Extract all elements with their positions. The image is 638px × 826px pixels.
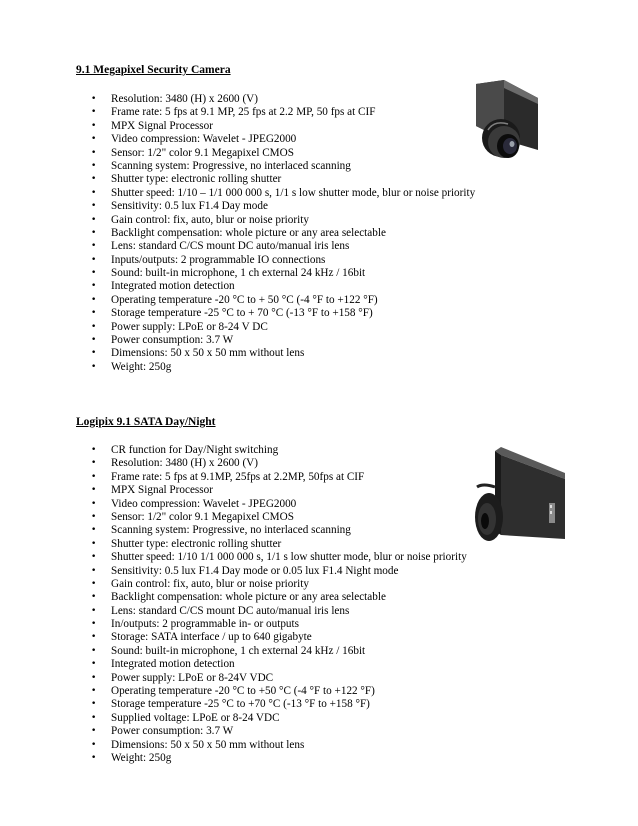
spec-item bbox=[0, 267, 475, 280]
spec-item bbox=[0, 471, 422, 484]
spec-item-text: Inputs/outputs: 2 programmable IO connections bbox=[111, 253, 326, 266]
spec-item bbox=[0, 484, 422, 497]
spec-item bbox=[0, 254, 475, 267]
spec-item-text: Resolution: 3480 (H) x 2600 (V) bbox=[111, 457, 258, 470]
spec-item-clip bbox=[111, 631, 422, 645]
spec-item-text: Shutter type: electronic rolling shutter bbox=[111, 537, 282, 550]
spec-item-text: Storage temperature -25 °C to +70 °C (-13 °F to +158 °F) bbox=[111, 698, 370, 711]
spec-item-clip bbox=[111, 618, 422, 632]
spec-item-clip bbox=[111, 471, 422, 485]
spec-item bbox=[0, 752, 422, 765]
spec-item bbox=[0, 618, 422, 631]
spec-item-text: Gain control: fix, auto, blur or noise priority bbox=[111, 213, 309, 226]
spec-item bbox=[0, 578, 422, 591]
spec-item-clip bbox=[111, 685, 422, 699]
spec-item-text: Integrated motion detection bbox=[111, 280, 235, 293]
spec-item-clip bbox=[111, 484, 422, 498]
spec-item-text: CR function for Day/Night switching bbox=[111, 444, 279, 456]
spec-item bbox=[0, 739, 422, 752]
spec-item-text: Power consumption: 3.7 W bbox=[111, 725, 234, 738]
spec-item bbox=[0, 712, 422, 725]
spec-item-text: Power supply: LPoE or 8-24V VDC bbox=[111, 671, 274, 684]
spec-item bbox=[0, 605, 422, 618]
section-2-title: Logipix 9.1 SATA Day/Night bbox=[76, 416, 216, 428]
spec-item bbox=[0, 672, 422, 685]
spec-item bbox=[0, 565, 422, 578]
spec-item bbox=[0, 685, 422, 698]
spec-item-text: Dimensions: 50 x 50 x 50 mm without lens bbox=[111, 347, 305, 360]
spec-item-text: Weight: 250g bbox=[111, 751, 172, 764]
spec-item-clip bbox=[111, 457, 422, 471]
spec-item bbox=[0, 524, 422, 537]
spec-item-clip bbox=[111, 739, 422, 753]
spec-item-clip bbox=[111, 698, 422, 712]
spec-item-text: Shutter speed: 1/10 – 1/1 000 000 s, 1/1 s low shutter mode, blur or noise priority bbox=[111, 186, 476, 199]
spec-item-clip bbox=[111, 444, 422, 458]
spec-item bbox=[0, 444, 422, 457]
section-1-title: 9.1 Megapixel Security Camera bbox=[76, 64, 231, 76]
spec-item-text: Operating temperature -20 °C to + 50 °C (-4 °F to +122 °F) bbox=[111, 293, 378, 306]
section-2-spec-list bbox=[0, 444, 467, 765]
spec-item-text: Storage: SATA interface / up to 640 gigabyte bbox=[111, 631, 312, 644]
spec-item bbox=[0, 294, 475, 307]
spec-item-text: Resolution: 3480 (H) x 2600 (V) bbox=[111, 93, 258, 105]
spec-item bbox=[0, 106, 475, 119]
spec-item bbox=[0, 160, 475, 173]
spec-item bbox=[0, 658, 422, 671]
spec-item bbox=[0, 361, 475, 374]
spec-item-text: MPX Signal Processor bbox=[111, 119, 213, 132]
spec-item bbox=[0, 280, 475, 293]
spec-item-clip bbox=[111, 565, 422, 579]
spec-item-text: In/outputs: 2 programmable in- or outputs bbox=[111, 618, 299, 631]
spec-item-clip bbox=[111, 591, 422, 605]
spec-item-text: Power consumption: 3.7 W bbox=[111, 334, 234, 347]
spec-item-text: Sound: built-in microphone, 1 ch external 24 kHz / 16bit bbox=[111, 267, 366, 280]
spec-item-text: Backlight compensation: whole picture or any area selectable bbox=[111, 226, 386, 239]
spec-item bbox=[0, 725, 422, 738]
spec-item bbox=[0, 511, 422, 524]
spec-item bbox=[0, 591, 422, 604]
spec-item-text: Storage temperature -25 °C to + 70 °C (-13 °F to +158 °F) bbox=[111, 307, 373, 320]
spec-item-text: MPX Signal Processor bbox=[111, 484, 213, 497]
spec-item-clip bbox=[111, 511, 422, 525]
spec-item bbox=[0, 227, 475, 240]
spec-item-clip bbox=[111, 524, 422, 538]
section-1-spec-list bbox=[0, 93, 475, 374]
spec-item-text: Frame rate: 5 fps at 9.1 MP, 25 fps at 2.2 MP, 50 fps at CIF bbox=[111, 106, 376, 119]
spec-item-clip bbox=[111, 752, 422, 766]
spec-item bbox=[0, 120, 475, 133]
spec-item bbox=[0, 147, 475, 160]
security-camera-photo bbox=[474, 80, 538, 166]
spec-item bbox=[0, 214, 475, 227]
spec-item bbox=[0, 93, 475, 106]
spec-item bbox=[0, 538, 422, 551]
spec-item-text: Supplied voltage: LPoE or 8-24 VDC bbox=[111, 711, 280, 724]
spec-item-clip bbox=[111, 725, 422, 739]
spec-item-clip bbox=[111, 578, 422, 592]
spec-item bbox=[0, 133, 475, 146]
spec-item bbox=[0, 631, 422, 644]
spec-item bbox=[0, 457, 422, 470]
spec-item-text: Lens: standard C/CS mount DC auto/manual iris lens bbox=[111, 240, 350, 253]
spec-item-text: Integrated motion detection bbox=[111, 658, 235, 671]
spec-item-text: Sensor: 1/2" color 9.1 Megapixel CMOS bbox=[111, 510, 294, 523]
spec-item-text: Shutter type: electronic rolling shutter bbox=[111, 173, 282, 186]
spec-item-clip bbox=[111, 712, 422, 726]
spec-item-text: Shutter speed: 1/10 1/1 000 000 s, 1/1 s low shutter mode, blur or noise priority bbox=[111, 551, 467, 564]
sata-camera-photo bbox=[475, 447, 565, 545]
spec-item-clip bbox=[111, 551, 467, 565]
spec-item-text: Video compression: Wavelet - JPEG2000 bbox=[111, 497, 297, 510]
spec-item bbox=[0, 334, 475, 347]
spec-item-text: Dimensions: 50 x 50 x 50 mm without lens bbox=[111, 738, 305, 751]
spec-item bbox=[0, 240, 475, 253]
spec-item-clip bbox=[111, 605, 422, 619]
spec-item-clip bbox=[111, 538, 422, 552]
spec-item bbox=[0, 321, 475, 334]
spec-item bbox=[0, 200, 475, 213]
spec-item-text: Lens: standard C/CS mount DC auto/manual iris lens bbox=[111, 604, 350, 617]
spec-item bbox=[0, 645, 422, 658]
spec-item bbox=[0, 187, 475, 200]
spec-item-text: Operating temperature -20 °C to +50 °C (-4 °F to +122 °F) bbox=[111, 685, 375, 698]
spec-item-text: Gain control: fix, auto, blur or noise priority bbox=[111, 577, 309, 590]
spec-item bbox=[0, 551, 467, 564]
spec-item-text: Frame rate: 5 fps at 9.1MP, 25fps at 2.2MP, 50fps at CIF bbox=[111, 470, 365, 483]
spec-item bbox=[0, 307, 475, 320]
spec-item-text: Sensitivity: 0.5 lux F1.4 Day mode bbox=[111, 200, 268, 213]
spec-item-text: Power supply: LPoE or 8-24 V DC bbox=[111, 320, 268, 333]
spec-item bbox=[0, 173, 475, 186]
spec-item-clip bbox=[111, 672, 422, 686]
spec-item-text: Scanning system: Progressive, no interlaced scanning bbox=[111, 159, 351, 172]
spec-item-text: Sound: built-in microphone, 1 ch external 24 kHz / 16bit bbox=[111, 644, 366, 657]
spec-item-text: Backlight compensation: whole picture or any area selectable bbox=[111, 591, 386, 604]
spec-item bbox=[0, 698, 422, 711]
spec-item bbox=[0, 347, 475, 360]
spec-item-clip bbox=[111, 498, 422, 512]
spec-item-text: Weight: 250g bbox=[111, 360, 172, 373]
spec-item-clip bbox=[111, 658, 422, 672]
spec-item-text: Scanning system: Progressive, no interlaced scanning bbox=[111, 524, 351, 537]
spec-item bbox=[0, 498, 422, 511]
spec-item-clip bbox=[111, 645, 422, 659]
spec-item-text: Video compression: Wavelet - JPEG2000 bbox=[111, 133, 297, 146]
spec-item-text: Sensor: 1/2" color 9.1 Megapixel CMOS bbox=[111, 146, 294, 159]
spec-item-text: Sensitivity: 0.5 lux F1.4 Day mode or 0.05 lux F1.4 Night mode bbox=[111, 564, 399, 577]
